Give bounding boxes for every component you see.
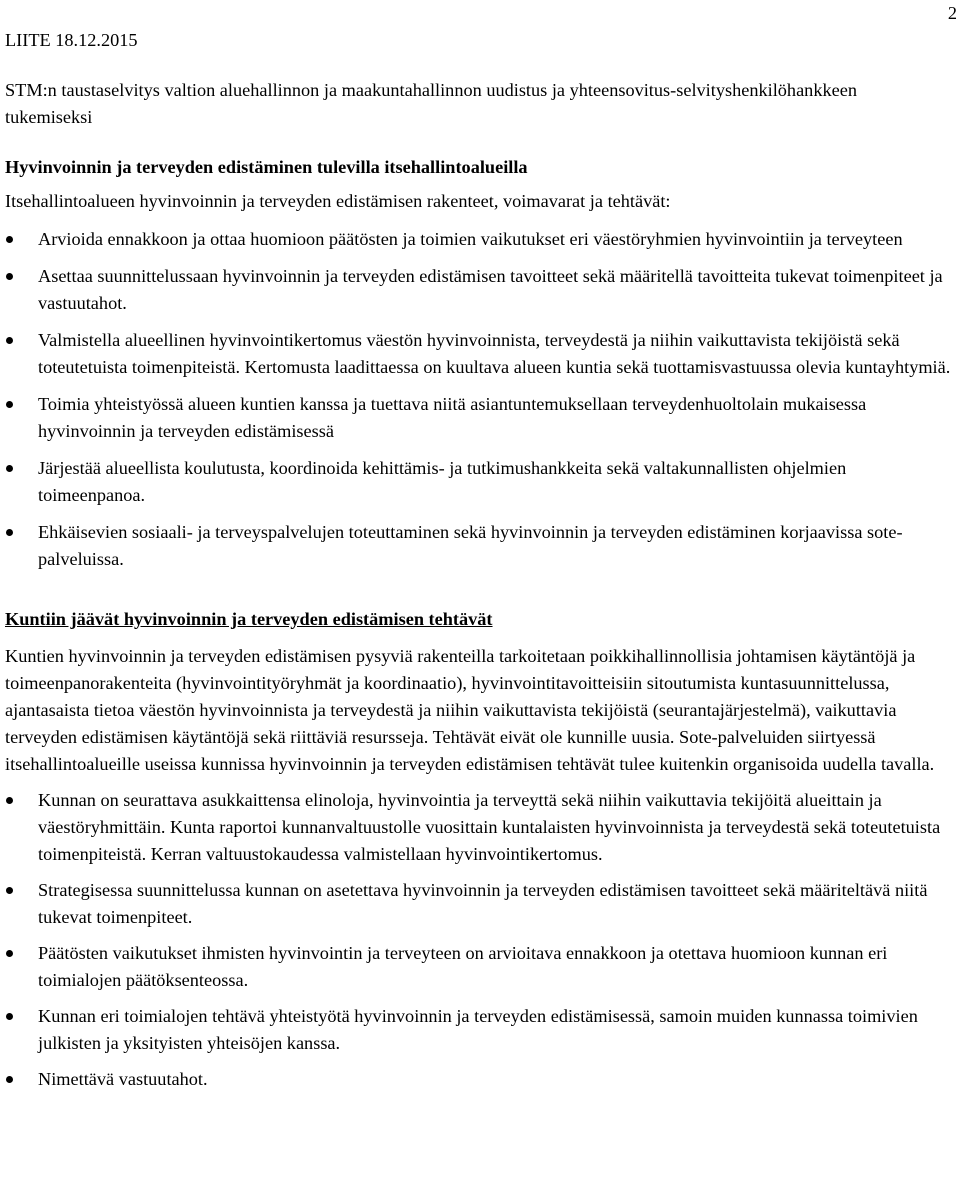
annex-label: LIITE 18.12.2015	[5, 30, 138, 50]
list-item: Kunnan eri toimialojen tehtävä yhteistyötä hyvinvoinnin ja terveyden edistämisessä, samoin muiden kunnassa toimivien julkisten ja yksityisten yhteisöjen kanssa.	[5, 1003, 955, 1057]
list-item: Päätösten vaikutukset ihmisten hyvinvointin ja terveyteen on arvioitava ennakkoon ja otettava huomioon kunnan eri toimialojen päätöksenteossa.	[5, 940, 955, 994]
page-number: 2	[947, 3, 957, 23]
list-item: Nimettävä vastuutahot.	[5, 1066, 955, 1093]
document-title: STM:n taustaselvitys valtion aluehallinnon ja maakuntahallinnon uudistus ja yhteensovitus-selvityshenkilöhankkeen tukemiseksi	[5, 80, 857, 127]
list-item: Strategisessa suunnittelussa kunnan on asetettava hyvinvoinnin ja terveyden edistämisen tavoitteet sekä määriteltävä niitä tukevat toimenpiteet.	[5, 877, 955, 931]
regional-tasks-list	[5, 226, 955, 573]
section-heading-regions: Hyvinvoinnin ja terveyden edistäminen tulevilla itsehallintoalueilla	[5, 157, 528, 177]
list-item: Ehkäisevien sosiaali- ja terveyspalvelujen toteuttaminen sekä hyvinvoinnin ja terveyden edistäminen korjaavissa sote-palveluissa.	[5, 519, 955, 573]
document-page	[5, 0, 955, 1093]
list-item: Kunnan on seurattava asukkaittensa elinoloja, hyvinvointia ja terveyttä sekä niihin vaikuttavia tekijöitä alueittain ja väestöryhmittäin. Kunta raportoi kunnanvaltuustolle vuosittain kuntalaisten hyvinvoinnista ja terveydestä sekä toteutetuista toimenpiteistä. Kerran valtuustokaudessa valmistellaan hyvinvointikertomus.	[5, 787, 955, 868]
list-item: Arvioida ennakkoon ja ottaa huomioon päätösten ja toimien vaikutukset eri väestöryhmien hyvinvointiin ja terveyteen	[5, 226, 955, 253]
list-item: Asettaa suunnittelussaan hyvinvoinnin ja terveyden edistämisen tavoitteet sekä määritellä tavoitteita tukevat toimenpiteet ja vastuutahot.	[5, 263, 955, 317]
list-item: Toimia yhteistyössä alueen kuntien kanssa ja tuettava niitä asiantuntemuksellaan terveydenhuoltolain mukaisessa hyvinvoinnin ja terveyden edistämisessä	[5, 391, 955, 445]
body-paragraph: Kuntien hyvinvoinnin ja terveyden edistämisen pysyviä rakenteilla tarkoitetaan poikkihallinnollisia johtamisen käytäntöjä ja toimeenpanorakenteita (hyvinvointityöryhmät ja koordinaatio), hyvinvointitavoitteisiin sitoutumista kuntasuunnittelussa, ajantasaista tietoa väestön hyvinvoinnista ja terveydestä ja niihin vaikuttavista tekijöistä (seurantajärjestelmä), vaikuttavia terveyden edistämisen käytäntöjä sekä riittäviä resursseja. Tehtävät eivät ole kunnille uusia. Sote-palveluiden siirtyessä itsehallintoalueille useissa kunnissa hyvinvoinnin ja terveyden edistämisen tehtävät tulee kuitenkin organisoida uudella tavalla.	[5, 646, 935, 774]
list-item: Järjestää alueellista koulutusta, koordinoida kehittämis- ja tutkimushankkeita sekä valtakunnallisten ohjelmien toimeenpanoa.	[5, 455, 955, 509]
list-item: Valmistella alueellinen hyvinvointikertomus väestön hyvinvoinnista, terveydestä ja niihin vaikuttavista tekijöistä sekä toteutetuista toimenpiteistä. Kertomusta laadittaessa on kuultava alueen kuntia sekä tuottamisvastuussa olevia kuntayhtymiä.	[5, 327, 955, 381]
page-header	[5, 0, 957, 50]
section-intro: Itsehallintoalueen hyvinvoinnin ja terveyden edistämisen rakenteet, voimavarat ja tehtävät:	[5, 191, 671, 211]
section-heading-municipalities: Kuntiin jäävät hyvinvoinnin ja terveyden edistämisen tehtävät	[5, 609, 493, 629]
municipal-tasks-list	[5, 787, 955, 1093]
